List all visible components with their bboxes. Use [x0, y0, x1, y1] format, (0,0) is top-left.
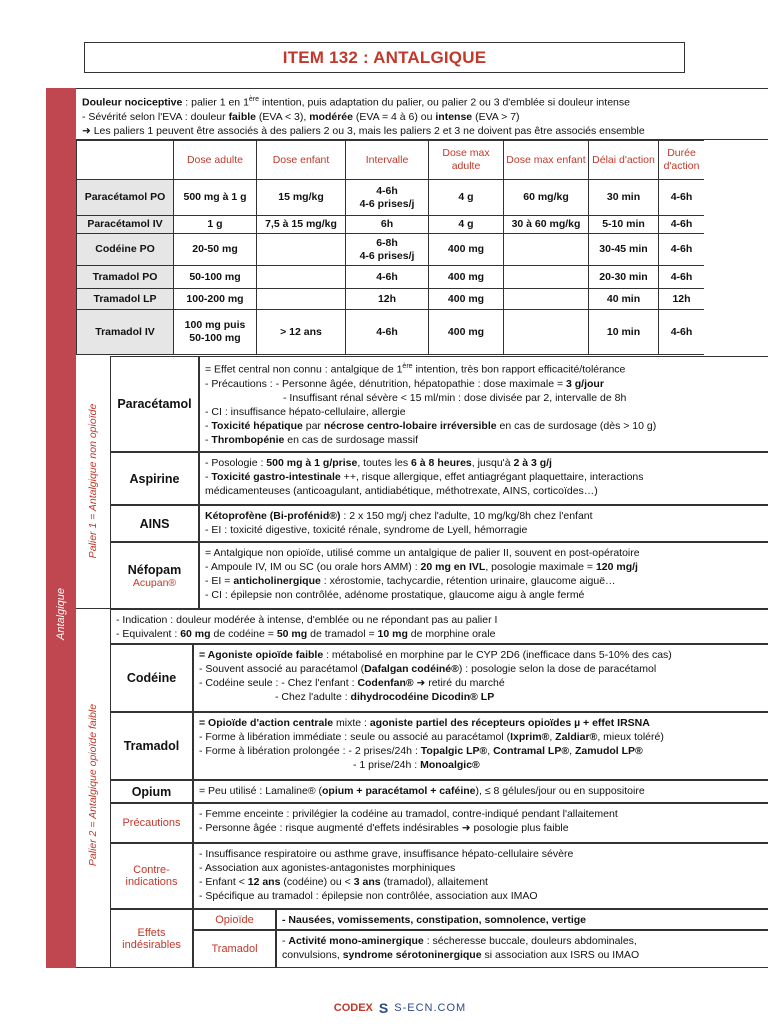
- page-title: ITEM 132 : ANTALGIQUE: [282, 47, 487, 67]
- table-cell: 4 g: [428, 216, 503, 234]
- table-cell: 7,5 à 15 mg/kg: [256, 216, 345, 234]
- ei-opioide-label: Opioïde: [193, 909, 276, 930]
- table-cell: 40 min: [588, 289, 658, 310]
- table-cell: 500 mg à 1 g: [173, 180, 256, 216]
- table-row-label: Tramadol PO: [76, 266, 173, 289]
- table-cell: [256, 289, 345, 310]
- table-cell: [503, 266, 588, 289]
- page-title-box: [84, 42, 685, 73]
- palier2-intro: - Indication : douleur modérée à intense, d'emblée ou ne répondant pas au palier I - Equivalent : 60 mg de codéine = 50 mg de tramadol = 10 mg de morphine orale: [110, 609, 768, 644]
- ci-content: - Insuffisance respiratoire ou asthme grave, insuffisance hépato-cellulaire sévère - Association aux agonistes-antagonistes morphiniques - Enfant < 12 ans (codéine) ou < 3 ans (tramadol), allaitement - Spécifique au tramadol : épilepsie non contrôlée, association aux IMAO: [193, 843, 768, 909]
- tramadol-label: Tramadol: [110, 712, 193, 780]
- palier2-label-area: [76, 609, 110, 968]
- table-cell: 50-100 mg: [173, 266, 256, 289]
- nefopam-label: Néfopam Acupan®: [110, 542, 199, 609]
- table-cell: 5-10 min: [588, 216, 658, 234]
- table-cell: 6h: [345, 216, 428, 234]
- table-row-label: Paracétamol IV: [76, 216, 173, 234]
- intro-line-1: Douleur nociceptive : palier 1 en 1ère intention, puis adaptation du palier, ou palier 2 ou 3 d'emblée si douleur intense: [82, 96, 630, 109]
- palier2-label: Palier 2 = Antalgique opioïde faible: [87, 703, 99, 867]
- footer: [300, 998, 500, 1018]
- table-cell: 12h: [345, 289, 428, 310]
- codeine-label: Codéine: [110, 644, 193, 712]
- table-header: Dose adulte: [173, 140, 256, 180]
- intro-block: [76, 88, 768, 140]
- table-cell: 4-6h: [345, 310, 428, 355]
- ci-label: Contre- indications: [110, 843, 193, 909]
- table-row-label: Tramadol LP: [76, 289, 173, 310]
- table-cell: 100-200 mg: [173, 289, 256, 310]
- table-cell: 10 min: [588, 310, 658, 355]
- table-cell: 4-6h: [658, 310, 704, 355]
- table-cell: > 12 ans: [256, 310, 345, 355]
- table-cell: 400 mg: [428, 234, 503, 266]
- table-cell: [503, 310, 588, 355]
- table-header: Dose max adulte: [428, 140, 503, 180]
- nefopam-content: = Antalgique non opioïde, utilisé comme un antalgique de palier II, souvent en post-opératoire - Ampoule IV, IM ou SC (ou orale hors AMM) : 20 mg en IVL, posologie maximale = 120 mg/j - EI = anticholinergique : xérostomie, tachycardie, rétention urinaire, glaucome aiguë… - CI : épilepsie non contrôlée, adénome prostatique, glaucome aigu à angle fermé: [199, 542, 768, 609]
- side-label: Antalgique: [55, 588, 67, 640]
- table-corner: [76, 140, 173, 180]
- table-cell: 1 g: [173, 216, 256, 234]
- table-cell: 4-6h: [658, 180, 704, 216]
- table-header: Délai d'action: [588, 140, 658, 180]
- table-row-label: Paracétamol PO: [76, 180, 173, 216]
- ei-opioide-content: - Nausées, vomissements, constipation, somnolence, vertige: [276, 909, 768, 930]
- precautions-content: - Femme enceinte : privilégier la codéine au tramadol, contre-indiqué pendant l'allaitement - Personne âgée : risque augmenté d'effets indésirables ➜ posologie plus faible: [193, 803, 768, 843]
- table-header: Dose max enfant: [503, 140, 588, 180]
- palier1-label: Palier 1 = Antalgique non opioïde: [87, 403, 99, 559]
- table-cell: 20-30 min: [588, 266, 658, 289]
- intro-line-2: - Sévérité selon l'EVA : douleur faible (EVA < 3), modérée (EVA = 4 à 6) ou intense (EVA > 7): [82, 110, 520, 123]
- ei-tramadol-content: - Activité mono-aminergique : sécheresse buccale, douleurs abdominales, convulsions, syndrome sérotoninergique si association aux ISRS ou IMAO: [276, 930, 768, 968]
- table-row-label: Tramadol IV: [76, 310, 173, 355]
- ei-label: Effets indésirables: [110, 909, 193, 968]
- opium-label: Opium: [110, 780, 193, 803]
- table-cell: 30 à 60 mg/kg: [503, 216, 588, 234]
- site-name: S-ECN.COM: [394, 1002, 467, 1014]
- table-cell: [503, 289, 588, 310]
- table-cell: 4-6h: [345, 266, 428, 289]
- paracetamol-content: = Effet central non connu : antalgique de 1ère intention, très bon rapport efficacité/tolérance - Précautions : - Personne âgée, dénutrition, hépatopathie : dose maximale = 3 g/jour - Insuffisant rénal sévère < 15 ml/min : dose divisée par 2, intervalle de 8h - CI : insuffisance hépato-cellulaire, allergie - Toxicité hépatique par nécrose centro-lobaire irréversible en cas de surdosage (dès > 10 g) - Thrombopénie en cas de surdosage massif: [199, 356, 768, 452]
- table-header: Dose enfant: [256, 140, 345, 180]
- table-cell: 4-6h: [658, 266, 704, 289]
- table-cell: 4-6h: [658, 234, 704, 266]
- table-cell: [256, 234, 345, 266]
- table-cell: 30-45 min: [588, 234, 658, 266]
- codeine-content: = Agoniste opioïde faible : métabolisé en morphine par le CYP 2D6 (inefficace dans 5-10% des cas) - Souvent associé au paracétamol (Dafalgan codéiné®) : posologie selon la dose de paracétamol - Codéine seule : - Chez l'enfant : Codenfan® ➜ retiré du marché - Chez l'adulte : dihydrocodéine Dicodin® LP: [193, 644, 768, 712]
- intro-line-3: ➜ Les paliers 1 peuvent être associés à des paliers 2 ou 3, mais les paliers 2 et 3 ne doivent pas être associés ensemble: [82, 124, 645, 137]
- table-header: Durée d'action: [658, 140, 704, 180]
- table-row-label: Codéine PO: [76, 234, 173, 266]
- ei-tramadol-label: Tramadol: [193, 930, 276, 968]
- paracetamol-label: Paracétamol: [110, 356, 199, 452]
- table-cell: 400 mg: [428, 289, 503, 310]
- ains-content: Kétoprofène (Bi-profénid®) : 2 x 150 mg/j chez l'adulte, 10 mg/kg/8h chez l'enfant - EI : toxicité digestive, toxicité rénale, syndrome de Lyell, hémorragie: [199, 505, 768, 542]
- opium-content: = Peu utilisé : Lamaline® (opium + paracétamol + caféine), ≤ 8 gélules/jour ou en suppositoire: [193, 780, 768, 803]
- table-cell: 400 mg: [428, 266, 503, 289]
- table-cell: 12h: [658, 289, 704, 310]
- codex-logo: CODEX: [333, 1002, 373, 1014]
- table-cell: [503, 234, 588, 266]
- aspirine-label: Aspirine: [110, 452, 199, 505]
- tramadol-content: = Opioïde d'action centrale mixte : agoniste partiel des récepteurs opioïdes µ + effet IRSNA - Forme à libération immédiate : seule ou associé au paracétamol (Ixprim®, Zaldiar®, mieux toléré) - Forme à libération prolongée : - 2 prises/24h : Topalgic LP®, Contramal LP®, Zamudol LP® - 1 prise/24h : Monoalgic®: [193, 712, 768, 780]
- table-cell: 15 mg/kg: [256, 180, 345, 216]
- table-header: Intervalle: [345, 140, 428, 180]
- table-cell: 100 mg puis 50-100 mg: [173, 310, 256, 355]
- table-cell: 4-6h: [658, 216, 704, 234]
- palier1-label-area: [76, 355, 110, 609]
- aspirine-content: - Posologie : 500 mg à 1 g/prise, toutes les 6 à 8 heures, jusqu'à 2 à 3 g/j - Toxicité gastro-intestinale ++, risque allergique, effet antiagrégant plaquettaire, interactions médicamenteuses (anticoagulant, antidiabétique, méthotrexate, AINS, corticoïdes…): [199, 452, 768, 505]
- ains-label: AINS: [110, 505, 199, 542]
- table-cell: 60 mg/kg: [503, 180, 588, 216]
- table-cell: 400 mg: [428, 310, 503, 355]
- table-cell: 6-8h 4-6 prises/j: [345, 234, 428, 266]
- precautions-label: Précautions: [110, 803, 193, 843]
- side-bar: [46, 88, 76, 968]
- s-logo-icon: S: [378, 1000, 389, 1016]
- table-cell: 4 g: [428, 180, 503, 216]
- table-cell: 4-6h 4-6 prises/j: [345, 180, 428, 216]
- table-cell: [256, 266, 345, 289]
- table-cell: 20-50 mg: [173, 234, 256, 266]
- table-cell: 30 min: [588, 180, 658, 216]
- dose-table: [76, 140, 768, 355]
